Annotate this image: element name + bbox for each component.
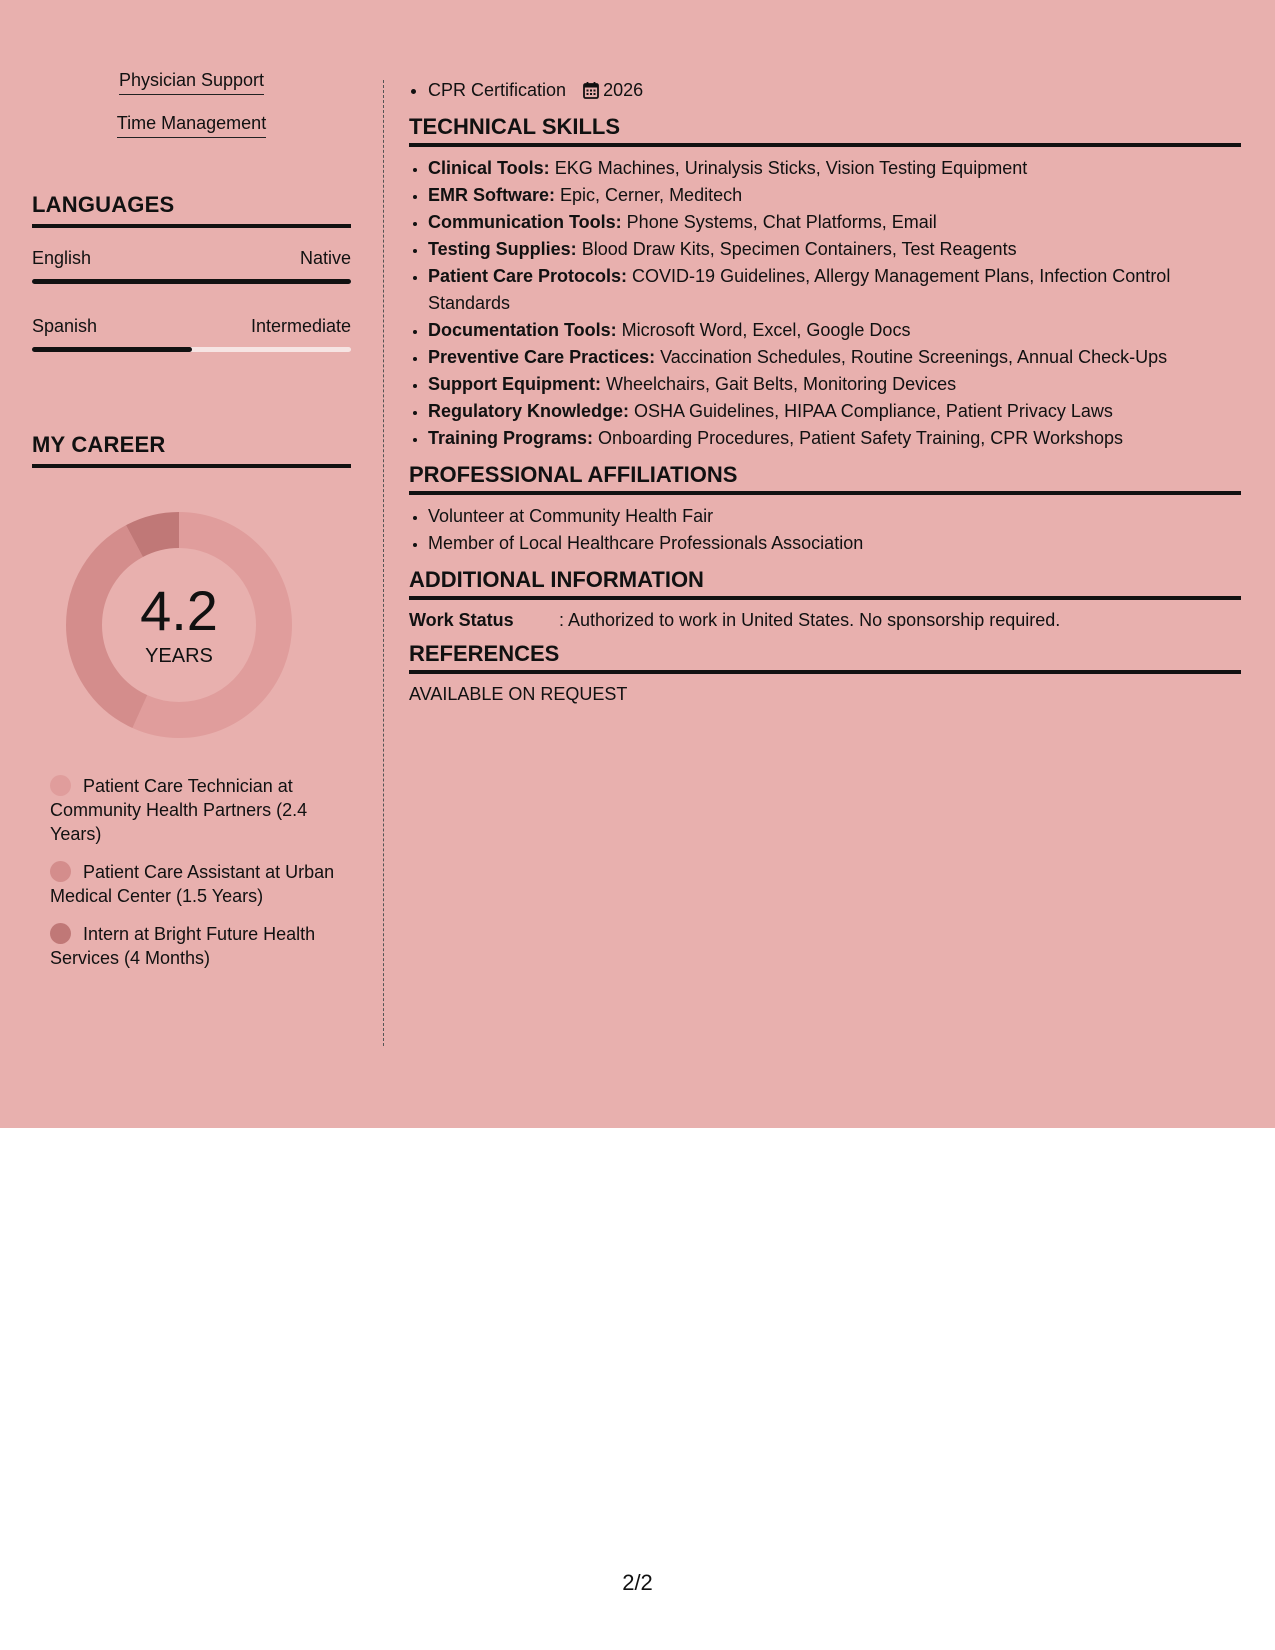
career-total: 4.2 (140, 578, 218, 642)
column-divider (383, 80, 384, 1046)
skill-label: Physician Support (119, 70, 264, 95)
skill-item (428, 371, 1241, 398)
career-donut-chart (66, 512, 292, 738)
career-legend (50, 774, 340, 970)
career-legend-item (50, 860, 340, 908)
skill-values: Vaccination Schedules, Routine Screenings, Annual Check-Ups (655, 347, 1168, 367)
skill-item (428, 182, 1241, 209)
references-text: AVAILABLE ON REQUEST (409, 684, 628, 704)
skill-values: OSHA Guidelines, HIPAA Compliance, Patient Privacy Laws (629, 401, 1113, 421)
career-unit: YEARS (145, 644, 213, 667)
language-row (32, 316, 351, 352)
affiliation-item: • Volunteer at Community Health Fair (428, 503, 1241, 530)
skill-values: EKG Machines, Urinalysis Sticks, Vision Testing Equipment (549, 158, 1028, 178)
skill-tag (32, 113, 351, 138)
career-legend-label: Patient Care Technician at Community Health Partners (2.4 Years) (50, 776, 308, 844)
affiliations-list (409, 503, 1241, 557)
skill-values: Microsoft Word, Excel, Google Docs (616, 320, 911, 340)
technical-skills-list (409, 155, 1241, 452)
career-legend-item (50, 774, 340, 846)
skill-category: Clinical Tools: (428, 158, 550, 178)
skill-item (428, 236, 1241, 263)
skill-values: COVID-19 Guidelines, Allergy Management Plans, Infection Control Standards (428, 266, 1171, 313)
language-level: Native (299, 248, 351, 268)
skill-category: Training Programs: (428, 428, 594, 448)
left-column (32, 70, 351, 984)
page-number: 2/2 (622, 1570, 653, 1595)
skill-label: Time Management (117, 113, 266, 138)
skill-category: Testing Supplies: (428, 239, 577, 259)
language-name: Spanish (32, 316, 98, 336)
skill-category: Support Equipment: (428, 374, 601, 394)
languages-heading: LANGUAGES (32, 192, 351, 228)
calendar-icon (583, 81, 599, 104)
skill-item (428, 263, 1241, 317)
skill-category: Documentation Tools: (428, 320, 617, 340)
work-status-label: Work Status (409, 610, 514, 630)
skill-item (428, 209, 1241, 236)
language-bar (32, 347, 351, 352)
language-bar (32, 279, 351, 284)
skill-values: Onboarding Procedures, Patient Safety Training, CPR Workshops (593, 428, 1123, 448)
skill-item (428, 344, 1241, 371)
skill-item (428, 398, 1241, 425)
skill-category: EMR Software: (428, 185, 556, 205)
affiliation-item: • Member of Local Healthcare Professionals Association (428, 530, 1241, 557)
affiliations-heading: PROFESSIONAL AFFILIATIONS (409, 462, 1241, 495)
career-legend-label: Intern at Bright Future Health Services (4 Months) (50, 924, 316, 968)
technical-skills-heading: TECHNICAL SKILLS (409, 114, 1241, 147)
skill-values: Wheelchairs, Gait Belts, Monitoring Devices (600, 374, 957, 394)
skill-category: Communication Tools: (428, 212, 622, 232)
work-status-row (409, 610, 1241, 631)
skill-tag (32, 70, 351, 95)
language-bar-fill (32, 347, 192, 352)
skill-item (428, 425, 1241, 452)
skill-values: Phone Systems, Chat Platforms, Email (621, 212, 937, 232)
references-heading: REFERENCES (409, 641, 1241, 674)
skill-values: Blood Draw Kits, Specimen Containers, Test Reagents (576, 239, 1017, 259)
career-heading: MY CAREER (32, 432, 351, 468)
language-level: Intermediate (250, 316, 351, 336)
career-legend-label: Patient Care Assistant at Urban Medical Center (1.5 Years) (50, 862, 335, 906)
work-status-value: : Authorized to work in United States. No sponsorship required. (559, 610, 1061, 630)
language-bar-fill (32, 279, 351, 284)
additional-info-heading: ADDITIONAL INFORMATION (409, 567, 1241, 600)
skill-category: Patient Care Protocols: (428, 266, 628, 286)
legend-dot (50, 775, 71, 796)
skill-values: Epic, Cerner, Meditech (555, 185, 743, 205)
language-name: English (32, 248, 92, 268)
right-column (409, 80, 1241, 705)
skill-item (428, 317, 1241, 344)
certification-list (409, 80, 1241, 104)
career-legend-item (50, 922, 340, 970)
certification-year: 2026 (603, 80, 644, 100)
certification-item (428, 80, 1241, 104)
skill-item (428, 155, 1241, 182)
certification-label: CPR Certification (428, 80, 567, 100)
skill-category: Preventive Care Practices: (428, 347, 656, 367)
legend-dot (50, 861, 71, 882)
language-row (32, 248, 351, 284)
skill-category: Regulatory Knowledge: (428, 401, 630, 421)
legend-dot (50, 923, 71, 944)
